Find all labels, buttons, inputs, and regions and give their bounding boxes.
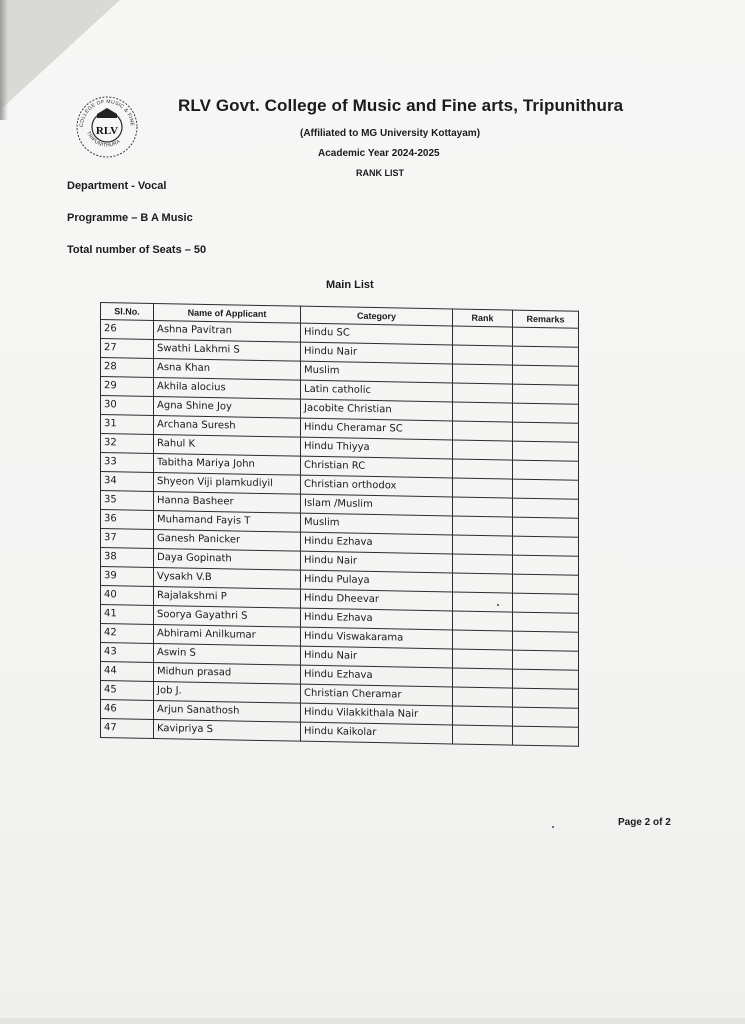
cell-category: Hindu Vilakkithala Nair [301, 703, 453, 725]
list-type-heading: RANK LIST [356, 168, 404, 178]
cell-remarks [513, 536, 579, 556]
rank-table-container [100, 302, 578, 747]
cell-rank [453, 516, 513, 536]
cell-rank [453, 383, 513, 403]
cell-remarks [513, 612, 579, 632]
cell-applicant-name: Midhun prasad [154, 662, 301, 684]
cell-remarks [513, 688, 579, 708]
cell-category: Christian RC [301, 456, 453, 478]
scan-speck [497, 604, 499, 606]
cell-sl-no: 29 [101, 377, 154, 397]
cell-sl-no: 31 [101, 415, 154, 435]
column-header-remarks: Remarks [513, 310, 579, 328]
cell-sl-no: 43 [101, 643, 154, 663]
page-bottom-edge [0, 1018, 745, 1024]
cell-sl-no: 36 [101, 510, 154, 530]
cell-applicant-name: Abhirami Anilkumar [154, 624, 301, 646]
cell-remarks [513, 498, 579, 518]
cell-rank [453, 459, 513, 479]
college-seal-graphic [72, 92, 142, 162]
cell-sl-no: 26 [101, 320, 154, 340]
cell-remarks [513, 403, 579, 423]
scan-speck [552, 826, 554, 828]
cell-sl-no: 35 [101, 491, 154, 511]
cell-rank [453, 402, 513, 422]
column-header-name: Name of Applicant [154, 303, 301, 323]
cell-applicant-name: Vysakh V.B [154, 567, 301, 589]
cell-applicant-name: Aswin S [154, 643, 301, 665]
department-line: Department - Vocal [67, 180, 167, 192]
cell-rank [453, 725, 513, 745]
cell-category: Hindu Dheevar [301, 589, 453, 611]
cell-category: Hindu Thiyya [301, 437, 453, 459]
cell-category: Islam /Muslim [301, 494, 453, 516]
cell-sl-no: 44 [101, 662, 154, 682]
cell-applicant-name: Asna Khan [154, 358, 301, 380]
cell-remarks [513, 631, 579, 651]
cell-category: Christian orthodox [301, 475, 453, 497]
cell-rank [453, 326, 513, 346]
cell-category: Jacobite Christian [301, 399, 453, 421]
page-edge-shadow [0, 0, 8, 120]
cell-remarks [513, 669, 579, 689]
cell-remarks [513, 726, 579, 746]
seal-center-text: RLV [95, 125, 119, 137]
cell-remarks [513, 384, 579, 404]
cell-applicant-name: Archana Suresh [154, 415, 301, 437]
cell-sl-no: 47 [101, 719, 154, 739]
cell-category: Hindu Viswakarama [301, 627, 453, 649]
cell-sl-no: 33 [101, 453, 154, 473]
cell-category: Hindu Ezhava [301, 532, 453, 554]
college-title: RLV Govt. College of Music and Fine arts, Tripunithura [178, 96, 624, 115]
cell-remarks [513, 517, 579, 537]
cell-rank [453, 478, 513, 498]
cell-remarks [513, 555, 579, 575]
cell-category: Hindu Pulaya [301, 570, 453, 592]
cell-remarks [513, 460, 579, 480]
cell-applicant-name: Rahul K [154, 434, 301, 456]
column-header-sl-no: Sl.No. [101, 303, 154, 321]
academic-year: Academic Year 2024-2025 [318, 148, 440, 159]
cell-applicant-name: Soorya Gayathri S [154, 605, 301, 627]
cell-sl-no: 45 [101, 681, 154, 701]
cell-rank [453, 630, 513, 650]
cell-remarks [513, 365, 579, 385]
cell-sl-no: 32 [101, 434, 154, 454]
cell-applicant-name: Ashna Pavitran [154, 320, 301, 342]
cell-applicant-name: Tabitha Mariya John [154, 453, 301, 475]
cell-sl-no: 39 [101, 567, 154, 587]
programme-line: Programme – B A Music [67, 212, 193, 224]
cell-remarks [513, 327, 579, 347]
cell-applicant-name: Shyeon Viji plamkudiyil [154, 472, 301, 494]
cell-sl-no: 30 [101, 396, 154, 416]
cell-category: Hindu Cheramar SC [301, 418, 453, 440]
cell-remarks [513, 441, 579, 461]
cell-remarks [513, 707, 579, 727]
cell-category: Hindu Nair [301, 551, 453, 573]
cell-remarks [513, 479, 579, 499]
cell-rank [453, 364, 513, 384]
cell-sl-no: 34 [101, 472, 154, 492]
cell-rank [453, 592, 513, 612]
cell-sl-no: 37 [101, 529, 154, 549]
total-seats-line: Total number of Seats – 50 [67, 244, 207, 256]
cell-applicant-name: Rajalakshmi P [154, 586, 301, 608]
cell-applicant-name: Job J. [154, 681, 301, 703]
cell-applicant-name: Muhamand Fayis T [154, 510, 301, 532]
cell-category: Muslim [301, 513, 453, 535]
cell-rank [453, 649, 513, 669]
cell-sl-no: 42 [101, 624, 154, 644]
cell-category: Hindu Kaikolar [301, 722, 453, 744]
page-number: Page 2 of 2 [618, 817, 671, 828]
cell-sl-no: 28 [101, 358, 154, 378]
cell-remarks [513, 346, 579, 366]
cell-applicant-name: Akhila alocius [154, 377, 301, 399]
cell-rank [453, 440, 513, 460]
cell-remarks [513, 574, 579, 594]
cell-sl-no: 46 [101, 700, 154, 720]
cell-applicant-name: Daya Gopinath [154, 548, 301, 570]
rank-table [100, 302, 579, 747]
cell-remarks [513, 650, 579, 670]
cell-sl-no: 38 [101, 548, 154, 568]
cell-applicant-name: Kavipriya S [154, 719, 301, 741]
table-body [101, 320, 579, 747]
cell-rank [453, 554, 513, 574]
cell-category: Christian Cheramar [301, 684, 453, 706]
main-list-heading: Main List [326, 279, 374, 291]
cell-rank [453, 687, 513, 707]
cell-rank [453, 668, 513, 688]
cell-applicant-name: Ganesh Panicker [154, 529, 301, 551]
cell-rank [453, 573, 513, 593]
column-header-rank: Rank [453, 309, 513, 327]
cell-applicant-name: Agna Shine Joy [154, 396, 301, 418]
cell-rank [453, 611, 513, 631]
cell-applicant-name: Arjun Sanathosh [154, 700, 301, 722]
cell-category: Muslim [301, 361, 453, 383]
affiliation-line: (Affiliated to MG University Kottayam) [300, 128, 481, 139]
cell-category: Hindu Ezhava [301, 665, 453, 687]
cell-rank [453, 706, 513, 726]
column-header-category: Category [301, 306, 453, 326]
cell-category: Latin catholic [301, 380, 453, 402]
cell-category: Hindu Ezhava [301, 608, 453, 630]
cell-sl-no: 40 [101, 586, 154, 606]
cell-category: Hindu Nair [301, 342, 453, 364]
cell-sl-no: 27 [101, 339, 154, 359]
cell-rank [453, 345, 513, 365]
cell-applicant-name: Hanna Basheer [154, 491, 301, 513]
cell-rank [453, 535, 513, 555]
cell-applicant-name: Swathi Lakhmi S [154, 339, 301, 361]
cell-sl-no: 41 [101, 605, 154, 625]
cell-remarks [513, 593, 579, 613]
seal-ring-bottom-text: TRIPUNITHURA [85, 130, 122, 149]
cell-category: Hindu Nair [301, 646, 453, 668]
cell-category: Hindu SC [301, 323, 453, 345]
cell-rank [453, 497, 513, 517]
cell-remarks [513, 422, 579, 442]
college-seal-icon [72, 92, 142, 162]
seal-ring-top-text: COLLEGE OF MUSIC & FINE [78, 98, 136, 128]
cell-rank [453, 421, 513, 441]
